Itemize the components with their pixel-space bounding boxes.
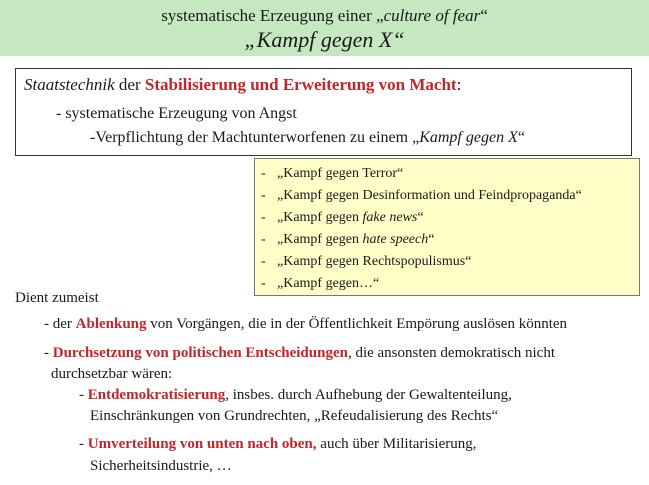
dash: - (261, 188, 266, 203)
point-1-keyword: Ablenkung (75, 316, 147, 332)
statetech-title (24, 75, 461, 95)
statetech-title-end: : (456, 75, 462, 94)
subpoint-2 (79, 436, 477, 453)
dash: - (261, 166, 266, 181)
header-subtitle-text: systematische Erzeugung einer „ (161, 6, 384, 25)
header-title: „Kampf gegen X“ (244, 27, 405, 52)
list-item (261, 254, 471, 270)
statetech-item-2-italic: Kampf gegen X (419, 129, 518, 146)
header-subtitle-quote: “ (480, 6, 488, 25)
point-2-keyword: Durchsetzung von politischen Entscheidungen (52, 345, 348, 361)
statetech-title-mid: der (114, 75, 145, 94)
list-item-text: „Kampf gegen…“ (277, 276, 380, 291)
subpoint-1-continued: Einschränkungen von Grundrechten, „Refeudalisierung des Rechts“ (90, 408, 499, 424)
point-2-dash: - (44, 345, 53, 361)
statetech-item-2-quote: “ (517, 129, 525, 146)
list-item-text: „Kampf gegen Desinformation und Feindpropaganda“ (277, 188, 582, 203)
list-item-text: „Kampf gegen Rechtspopulismus“ (277, 254, 472, 269)
dash: - (261, 232, 266, 247)
subpoint-2-text: auch über Militarisierung, (316, 436, 477, 452)
list-item-text: „Kampf gegen (277, 232, 363, 247)
subpoint-1 (79, 387, 512, 404)
statetech-title-bold: Stabilisierung und Erweiterung von Macht (144, 75, 457, 94)
statetech-box (15, 68, 632, 156)
list-item (261, 188, 582, 204)
list-item-quote: “ (428, 232, 435, 247)
list-item (261, 166, 403, 182)
dash: - (261, 276, 266, 291)
point-2-text: , die ansonsten demokratisch nicht (347, 345, 555, 361)
list-item-text: „Kampf gegen (277, 210, 363, 225)
serves-point-2 (44, 345, 555, 362)
list-item-text: „Kampf gegen Terror“ (277, 166, 404, 181)
header-subtitle (0, 6, 649, 26)
subpoint-1-keyword: Entdemokratisierung (87, 387, 226, 403)
subpoint-2-dash: - (79, 436, 88, 452)
subpoint-1-dash: - (79, 387, 88, 403)
list-item (261, 210, 424, 226)
point-1-dash: - der (44, 316, 76, 332)
subpoint-1-text: , insbes. durch Aufhebung der Gewaltenteilung, (225, 387, 512, 403)
statetech-title-italic: Staatstechnik (24, 75, 115, 94)
serves-point-1 (44, 316, 567, 333)
statetech-item-2 (90, 129, 525, 147)
list-item-italic: fake news (362, 210, 418, 225)
statetech-item-1: - systematische Erzeugung von Angst (56, 105, 297, 122)
dash: - (261, 210, 266, 225)
serves-point-2-continued: durchsetzbar wären: (51, 366, 173, 382)
list-item-quote: “ (417, 210, 424, 225)
subpoint-2-continued: Sicherheitsindustrie, … (90, 458, 232, 474)
list-item (261, 232, 434, 248)
subpoint-2-keyword: Umverteilung von unten nach oben, (87, 436, 317, 452)
list-item-italic: hate speech (362, 232, 429, 247)
header-subtitle-italic: culture of fear (383, 6, 481, 25)
list-item (261, 276, 379, 292)
dash: - (261, 254, 266, 269)
fights-box (254, 158, 640, 296)
serves-intro: Dient zumeist (15, 290, 99, 306)
point-1-text: von Vorgängen, die in der Öffentlichkeit Empörung auslösen könnten (146, 316, 568, 332)
slide-header (0, 0, 649, 56)
statetech-item-2-text: -Verpflichtung der Machtunterworfenen zu einem „ (90, 129, 420, 146)
